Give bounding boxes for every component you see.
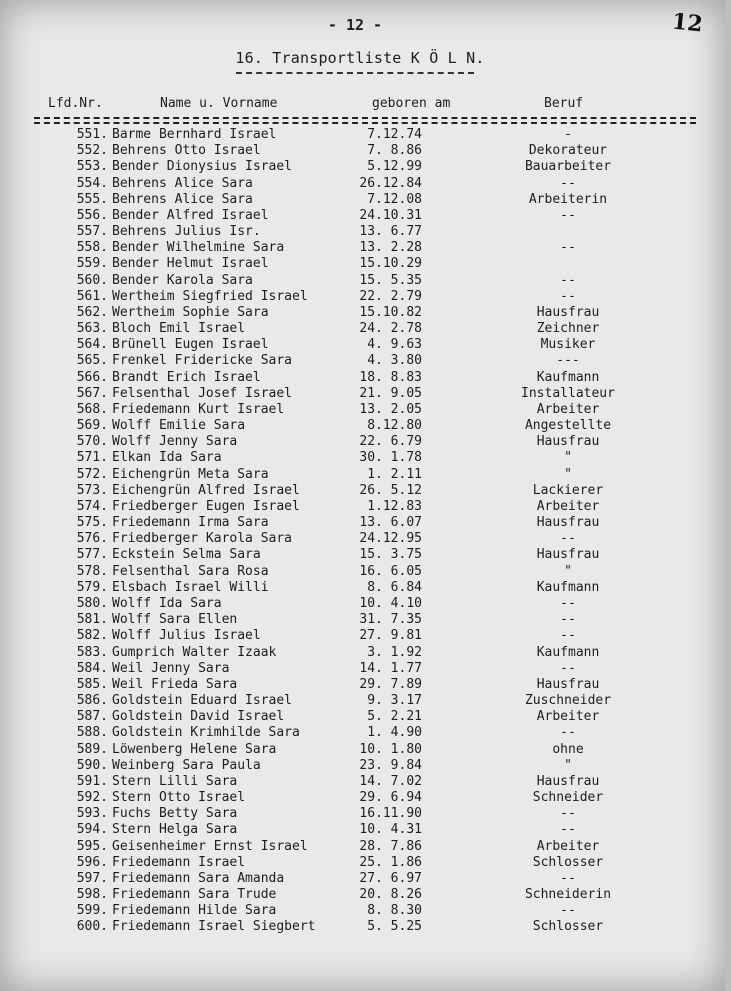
row-birthdate: 27. 6.97: [359, 870, 422, 886]
row-number: 555.: [76, 191, 108, 207]
row-name: Friedemann Irma Sara: [112, 515, 269, 531]
row-profession: Schlosser: [532, 919, 604, 935]
row-name: Gumprich Walter Izaak: [112, 644, 277, 660]
row-number: 568.: [76, 401, 108, 417]
row-name: Wolff Ida Sara: [112, 595, 222, 611]
row-number: 563.: [76, 321, 108, 337]
row-name: Bender Alfred Israel: [112, 207, 269, 223]
row-name: Friedemann Hilde Sara: [112, 903, 277, 919]
table-row: [0, 805, 725, 821]
row-birthdate: 9. 3.17: [367, 693, 422, 709]
row-name: Felsenthal Sara Rosa: [112, 563, 269, 579]
header-divider: [34, 117, 696, 119]
row-number: 561.: [76, 288, 108, 304]
row-number: 562.: [76, 304, 108, 320]
page-number: - 12 -: [327, 16, 383, 34]
row-birthdate: 5. 2.21: [367, 709, 422, 725]
row-profession: Bauarbeiter: [524, 159, 612, 175]
table-row: [0, 466, 725, 482]
row-name: Elsbach Israel Willi: [112, 579, 269, 595]
row-profession: --: [560, 725, 576, 741]
row-profession: ": [564, 466, 572, 482]
row-number: 573.: [76, 482, 108, 498]
row-birthdate: 1.12.83: [367, 498, 422, 514]
row-number: 575.: [76, 515, 108, 531]
row-birthdate: 10. 4.10: [359, 595, 422, 611]
row-name: Behrens Julius Isr.: [112, 224, 261, 240]
row-profession: Kaufmann: [536, 579, 600, 595]
row-number: 560.: [76, 272, 108, 288]
row-name: Wolff Julius Israel: [112, 628, 261, 644]
table-row: [0, 773, 725, 789]
table-row: [0, 304, 725, 320]
row-name: Stern Otto Israel: [112, 790, 246, 806]
row-name: Geisenheimer Ernst Israel: [112, 838, 308, 854]
row-profession: Hausfrau: [536, 515, 600, 531]
row-number: 567.: [76, 385, 108, 401]
row-profession: Dekorateur: [528, 143, 608, 159]
table-row: [0, 498, 725, 514]
row-number: 583.: [76, 644, 108, 660]
row-profession: --: [560, 175, 576, 191]
row-profession: Schneider: [532, 790, 604, 806]
row-birthdate: 14. 1.77: [359, 660, 422, 676]
row-birthdate: 13. 2.28: [359, 240, 422, 256]
row-name: Bloch Emil Israel: [112, 321, 246, 337]
row-birthdate: 4. 9.63: [367, 337, 422, 353]
row-profession: --: [560, 806, 576, 822]
row-name: Stern Lilli Sara: [112, 773, 238, 789]
row-birthdate: 24.12.95: [359, 531, 422, 547]
row-profession: Zeichner: [536, 321, 600, 337]
row-profession: --: [560, 240, 576, 256]
table-row: [0, 676, 725, 692]
row-number: 599.: [76, 903, 108, 919]
row-name: Wertheim Siegfried Israel: [112, 288, 308, 304]
handwritten-page-mark: 12: [670, 8, 704, 38]
row-name: Bender Dionysius Israel: [112, 159, 293, 175]
row-birthdate: 13. 6.07: [359, 515, 422, 531]
row-birthdate: 20. 8.26: [359, 887, 422, 903]
row-number: 576.: [76, 531, 108, 547]
row-profession: --: [560, 870, 576, 886]
table-row: [0, 644, 725, 660]
table-row: [0, 223, 725, 239]
table-row: [0, 838, 725, 854]
row-number: 579.: [76, 579, 108, 595]
row-name: Goldstein Eduard Israel: [112, 693, 293, 709]
row-profession: --: [560, 628, 576, 644]
document-title: 16. Transportliste K Ö L N.: [235, 49, 485, 67]
row-number: 597.: [76, 870, 108, 886]
table-row: [0, 320, 725, 336]
row-number: 595.: [76, 838, 108, 854]
row-number: 552.: [76, 143, 108, 159]
row-number: 594.: [76, 822, 108, 838]
column-header-born: geboren am: [372, 96, 451, 111]
table-row: [0, 272, 725, 288]
table-row: [0, 708, 725, 724]
row-name: Löwenberg Helene Sara: [112, 741, 277, 757]
table-row: [0, 854, 725, 870]
row-number: 571.: [76, 450, 108, 466]
row-birthdate: 1. 4.90: [367, 725, 422, 741]
row-name: Weil Jenny Sara: [112, 660, 230, 676]
row-name: Behrens Otto Israel: [112, 143, 261, 159]
row-number: 558.: [76, 240, 108, 256]
table-row: [0, 191, 725, 207]
row-name: Elkan Ida Sara: [112, 450, 222, 466]
row-name: Brünell Eugen Israel: [112, 337, 269, 353]
row-name: Bender Helmut Israel: [112, 256, 269, 272]
table-row: [0, 692, 725, 708]
row-profession: Installateur: [521, 385, 615, 401]
table-row: [0, 207, 725, 223]
row-birthdate: 24.10.31: [359, 207, 422, 223]
row-profession: Arbeiter: [536, 838, 600, 854]
table-row: [0, 158, 725, 174]
row-birthdate: 8. 6.84: [367, 579, 422, 595]
row-name: Brandt Erich Israel: [112, 369, 261, 385]
row-birthdate: 21. 9.05: [359, 385, 422, 401]
row-profession: Angestellte: [524, 418, 612, 434]
row-birthdate: 24. 2.78: [359, 321, 422, 337]
row-birthdate: 1. 2.11: [367, 466, 422, 482]
row-name: Frenkel Fridericke Sara: [112, 353, 293, 369]
row-birthdate: 23. 9.84: [359, 757, 422, 773]
row-number: 582.: [76, 628, 108, 644]
row-name: Friedemann Sara Trude: [112, 887, 277, 903]
row-name: Friedemann Israel: [112, 854, 246, 870]
row-name: Eichengrün Meta Sara: [112, 466, 269, 482]
row-name: Friedemann Sara Amanda: [112, 870, 285, 886]
row-profession: Hausfrau: [536, 304, 600, 320]
row-number: 570.: [76, 434, 108, 450]
row-profession: Kaufmann: [536, 644, 600, 660]
table-row: [0, 902, 725, 918]
row-birthdate: 25. 1.86: [359, 854, 422, 870]
table-row: [0, 546, 725, 562]
table-row: [0, 417, 725, 433]
row-profession: Hausfrau: [536, 676, 600, 692]
row-birthdate: 15.10.29: [359, 256, 422, 272]
row-birthdate: 15. 5.35: [359, 272, 422, 288]
row-birthdate: 30. 1.78: [359, 450, 422, 466]
row-profession: Kaufmann: [536, 369, 600, 385]
row-name: Fuchs Betty Sara: [112, 806, 238, 822]
row-birthdate: 13. 2.05: [359, 401, 422, 417]
row-name: Weil Frieda Sara: [112, 676, 238, 692]
row-profession: Hausfrau: [536, 773, 600, 789]
row-birthdate: 22. 2.79: [359, 288, 422, 304]
table-row: [0, 288, 725, 304]
row-profession: ---: [556, 353, 580, 369]
row-name: Friedberger Eugen Israel: [112, 498, 300, 514]
row-profession: --: [560, 612, 576, 628]
row-number: 556.: [76, 207, 108, 223]
row-name: Behrens Alice Sara: [112, 191, 253, 207]
row-number: 569.: [76, 418, 108, 434]
row-birthdate: 26. 5.12: [359, 482, 422, 498]
row-birthdate: 15. 3.75: [359, 547, 422, 563]
row-birthdate: 7.12.08: [367, 191, 422, 207]
row-birthdate: 29. 6.94: [359, 790, 422, 806]
row-profession: Musiker: [540, 337, 596, 353]
row-birthdate: 16. 6.05: [359, 563, 422, 579]
table-row: [0, 336, 725, 352]
row-name: Felsenthal Josef Israel: [112, 385, 293, 401]
table-row: [0, 369, 725, 385]
row-birthdate: 22. 6.79: [359, 434, 422, 450]
row-profession: --: [560, 903, 576, 919]
row-number: 577.: [76, 547, 108, 563]
column-header-number: Lfd.Nr.: [48, 96, 103, 111]
row-birthdate: 26.12.84: [359, 175, 422, 191]
row-number: 554.: [76, 175, 108, 191]
table-row: [0, 239, 725, 255]
table-row: [0, 449, 725, 465]
table-row: [0, 870, 725, 886]
row-birthdate: 10. 1.80: [359, 741, 422, 757]
row-number: 585.: [76, 676, 108, 692]
row-number: 588.: [76, 725, 108, 741]
row-profession: Schneiderin: [524, 887, 612, 903]
row-name: Eckstein Selma Sara: [112, 547, 261, 563]
table-row: [0, 611, 725, 627]
row-number: 578.: [76, 563, 108, 579]
row-profession: Arbeiter: [536, 709, 600, 725]
row-birthdate: 27. 9.81: [359, 628, 422, 644]
row-name: Goldstein David Israel: [112, 709, 285, 725]
row-birthdate: 10. 4.31: [359, 822, 422, 838]
table-row: [0, 886, 725, 902]
row-profession: --: [560, 288, 576, 304]
table-row: [0, 482, 725, 498]
row-name: Wolff Jenny Sara: [112, 434, 238, 450]
row-name: Wertheim Sophie Sara: [112, 304, 269, 320]
row-birthdate: 8. 8.30: [367, 903, 422, 919]
row-number: 580.: [76, 595, 108, 611]
table-row: [0, 821, 725, 837]
row-name: Wolff Sara Ellen: [112, 612, 238, 628]
row-name: Eichengrün Alfred Israel: [112, 482, 300, 498]
row-number: 564.: [76, 337, 108, 353]
row-birthdate: 7. 8.86: [367, 143, 422, 159]
row-number: 581.: [76, 612, 108, 628]
row-birthdate: 28. 7.86: [359, 838, 422, 854]
row-birthdate: 8.12.80: [367, 418, 422, 434]
row-profession: Schlosser: [532, 854, 604, 870]
row-profession: --: [560, 595, 576, 611]
row-number: 566.: [76, 369, 108, 385]
row-number: 574.: [76, 498, 108, 514]
table-row: [0, 352, 725, 368]
row-profession: --: [560, 822, 576, 838]
table-row: [0, 627, 725, 643]
table-row: [0, 385, 725, 401]
header-divider-second: [34, 122, 696, 124]
row-birthdate: 4. 3.80: [367, 353, 422, 369]
row-birthdate: 3. 1.92: [367, 644, 422, 660]
row-profession: Hausfrau: [536, 434, 600, 450]
table-row: [0, 741, 725, 757]
row-name: Behrens Alice Sara: [112, 175, 253, 191]
row-profession: --: [560, 272, 576, 288]
row-profession: --: [560, 207, 576, 223]
row-number: 584.: [76, 660, 108, 676]
table-row: [0, 175, 725, 191]
table-row: [0, 401, 725, 417]
row-number: 600.: [76, 919, 108, 935]
row-number: 565.: [76, 353, 108, 369]
row-profession: Zuschneider: [524, 693, 612, 709]
row-number: 590.: [76, 757, 108, 773]
table-row: [0, 433, 725, 449]
row-birthdate: 7.12.74: [367, 127, 422, 142]
row-number: 551.: [76, 127, 108, 142]
row-profession: ohne: [552, 741, 584, 757]
row-number: 596.: [76, 854, 108, 870]
table-row: [0, 530, 725, 546]
row-profession: ": [564, 563, 572, 579]
row-number: 593.: [76, 806, 108, 822]
row-profession: Lackierer: [532, 482, 604, 498]
row-number: 598.: [76, 887, 108, 903]
row-profession: --: [560, 660, 576, 676]
title-underline: [236, 72, 474, 74]
row-birthdate: 5.12.99: [367, 159, 422, 175]
row-birthdate: 16.11.90: [359, 806, 422, 822]
row-birthdate: 29. 7.89: [359, 676, 422, 692]
row-name: Weinberg Sara Paula: [112, 757, 261, 773]
column-header-profession: Beruf: [544, 96, 584, 111]
row-name: Barme Bernhard Israel: [112, 127, 277, 142]
row-birthdate: 31. 7.35: [359, 612, 422, 628]
row-birthdate: 14. 7.02: [359, 773, 422, 789]
row-number: 559.: [76, 256, 108, 272]
row-number: 572.: [76, 466, 108, 482]
table-row: [0, 789, 725, 805]
row-profession: Arbeiter: [536, 401, 600, 417]
row-number: 557.: [76, 224, 108, 240]
table-row: [0, 757, 725, 773]
row-number: 591.: [76, 773, 108, 789]
row-name: Bender Wilhelmine Sara: [112, 240, 285, 256]
table-row: [0, 579, 725, 595]
row-name: Friedberger Karola Sara: [112, 531, 293, 547]
row-name: Goldstein Krimhilde Sara: [112, 725, 300, 741]
row-number: 592.: [76, 790, 108, 806]
row-profession: ": [564, 450, 572, 466]
table-row: [0, 126, 725, 142]
table-row: [0, 918, 725, 934]
row-profession: -: [564, 127, 572, 142]
row-profession: Arbeiterin: [528, 191, 608, 207]
row-profession: Hausfrau: [536, 547, 600, 563]
row-profession: --: [560, 531, 576, 547]
column-header-name: Name u. Vorname: [160, 96, 278, 111]
row-name: Friedemann Israel Siegbert: [112, 919, 316, 935]
row-name: Bender Karola Sara: [112, 272, 253, 288]
row-name: Stern Helga Sara: [112, 822, 238, 838]
table-row: [0, 595, 725, 611]
table-row: [0, 563, 725, 579]
row-name: Friedemann Kurt Israel: [112, 401, 285, 417]
row-birthdate: 15.10.82: [359, 304, 422, 320]
row-name: Wolff Emilie Sara: [112, 418, 246, 434]
row-birthdate: 5. 5.25: [367, 919, 422, 935]
table-row: [0, 255, 725, 271]
row-number: 586.: [76, 693, 108, 709]
table-row: [0, 660, 725, 676]
row-profession: ": [564, 757, 572, 773]
row-birthdate: 13. 6.77: [359, 224, 422, 240]
row-number: 587.: [76, 709, 108, 725]
row-birthdate: 18. 8.83: [359, 369, 422, 385]
table-row: [0, 724, 725, 740]
row-number: 553.: [76, 159, 108, 175]
table-row: [0, 514, 725, 530]
row-profession: Arbeiter: [536, 498, 600, 514]
transport-list-table: [0, 126, 725, 935]
row-number: 589.: [76, 741, 108, 757]
table-row: [0, 142, 725, 158]
